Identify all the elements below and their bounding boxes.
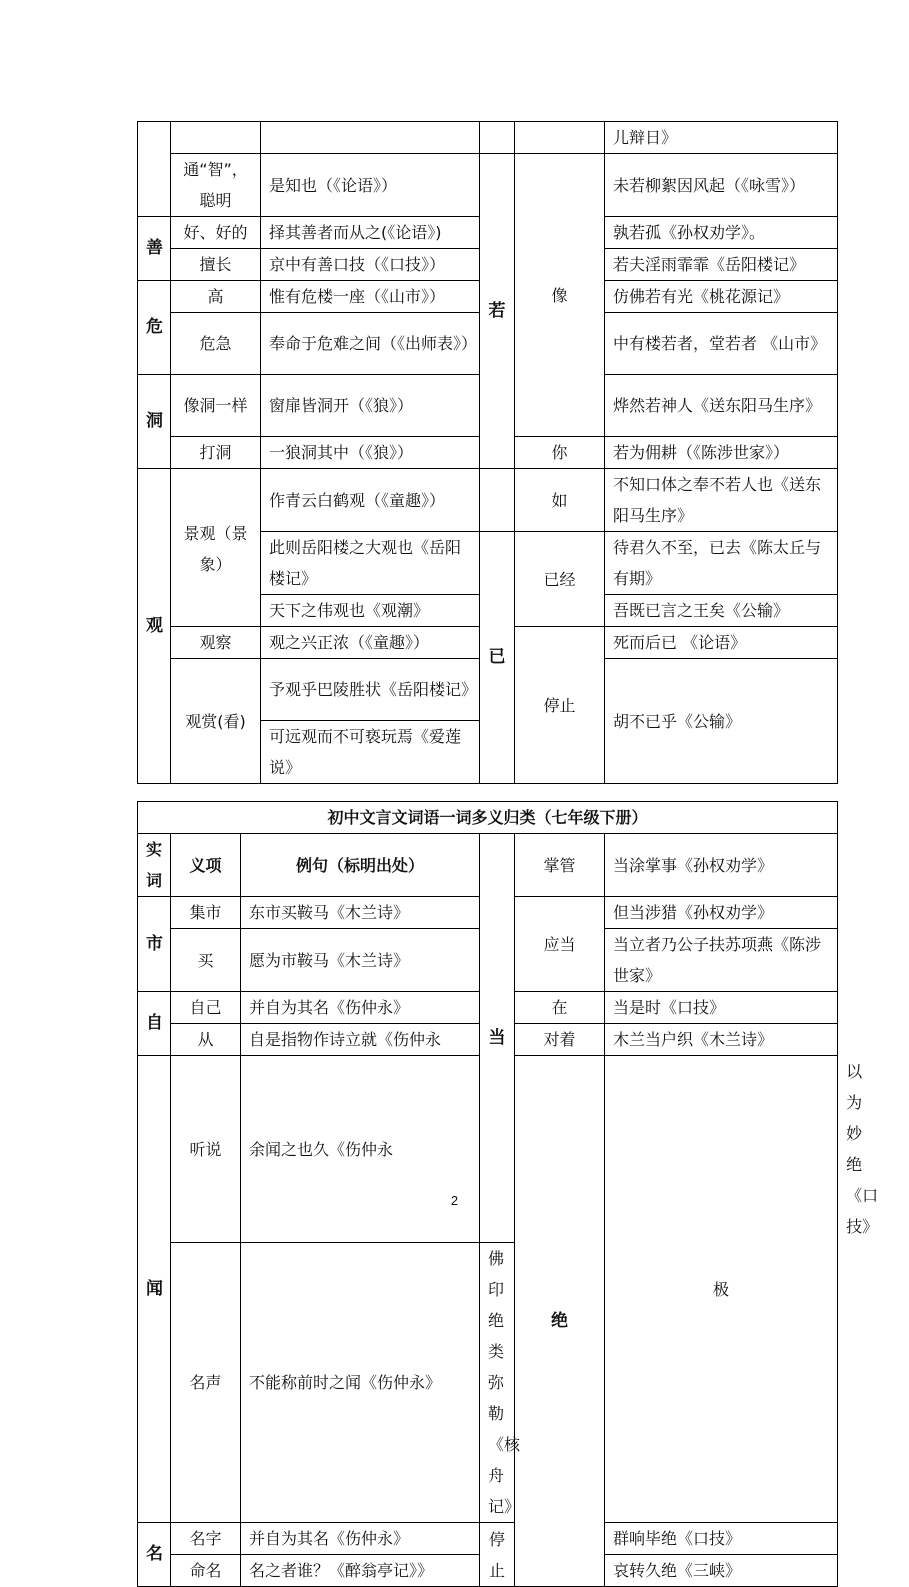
meaning-cell: 高 [171,281,261,313]
word-cell-ruo-end [480,469,515,532]
meaning-cell: 极 [605,1056,838,1523]
example-cell: 木兰当户织《木兰诗》 [605,1024,838,1056]
header-meaning: 义项 [171,834,241,897]
example-cell: 孰若孤《孙权劝学》。 [605,217,838,249]
example-cell: 仿佛若有光《桃花源记》 [605,281,838,313]
example-cell: 作青云白鹤观（《童趣》） [261,469,480,532]
meaning-cell: 自己 [171,992,241,1024]
example-cell: 吾既已言之王矣《公输》 [605,595,838,627]
word-cell-zi: 自 [138,992,171,1056]
meaning-cell-yi-yijing: 已经 [515,532,605,627]
example-cell: 胡不已乎《公输》 [605,659,838,784]
word-cell-zhi [138,122,171,217]
example-cell: 是知也（《论语》） [261,154,480,217]
meaning-cell: 名声 [171,1243,241,1523]
meaning-cell: 名字 [171,1523,241,1555]
word-cell-ruo: 若 [480,154,515,469]
example-cell: 天下之伟观也《观潮》 [261,595,480,627]
word-cell-guan: 观 [138,469,171,784]
meaning-cell-empty [171,122,261,154]
example-cell: 京中有善口技（《口技》） [261,249,480,281]
meaning-cell: 观察 [171,627,261,659]
example-cell: 哀转久绝《三峡》 [605,1555,838,1587]
meaning-cell: 从 [171,1024,241,1056]
polysemy-table-continued [137,121,838,784]
meaning-cell: 停止 [480,1523,515,1587]
example-cell: 不能称前时之闻《伤仲永》 [241,1243,480,1523]
example-cell: 择其善者而从之(《论语》) [261,217,480,249]
page-number: 2 [450,1193,459,1208]
word-cell-yi: 已 [480,532,515,784]
example-cell: 不知口体之奉不若人也《送东阳马生序》 [605,469,838,532]
word-cell-wen: 闻 [138,1056,171,1523]
word-cell-wei: 危 [138,281,171,375]
meaning-cell: 应当 [515,897,605,992]
polysemy-table-grade7-vol2: 初中文言文词语一词多义归类（七年级下册） 实词 义项 例句（标明出处） 当 掌管 当涂掌事《孙权劝学》 市 集市 东市买鞍马《木兰诗》 应当 但当涉猎《孙权劝学》 买 愿为市鞍马《木兰诗》 当立者乃公子扶苏项燕《陈涉世家》 自 自己 并自为其名《伤仲永》 在 当是时《口技》 从 自是指物作诗立就《伤仲永 对着 木兰当户织《木兰诗》 闻 听说 余闻之也久《伤仲永 绝 极 以为妙绝《口技》 名声 不能称前时之闻《伤仲永》 佛印绝类弥勒《核舟记》 名 名字 并自为其名《伤仲永》 停止 群响毕绝《口技》 命名 名之者谁？《醉翁亭记》》 哀转久绝《三峡》 [137,801,838,1587]
example-cell: 惟有危楼一座（《山市》） [261,281,480,313]
example-cell: 当涂掌事《孙权劝学》 [605,834,838,897]
meaning-cell: 观赏(看) [171,659,261,784]
example-cell: 未若柳絮因风起（《咏雪》） [605,154,838,217]
word-cell-dong: 洞 [138,375,171,469]
meaning-cell: 买 [171,929,241,992]
meaning-cell: 命名 [171,1555,241,1587]
meaning-cell: 听说 [171,1056,241,1243]
example-cell: 儿辩日》 [605,122,838,154]
meaning-cell-ruo-ni: 你 [515,437,605,469]
table-title: 初中文言文词语一词多义归类（七年级下册） [138,802,838,834]
word-cell-dang: 当 [480,834,515,1243]
example-cell: 但当涉猎《孙权劝学》 [605,897,838,929]
meaning-cell-empty-right [515,122,605,154]
meaning-cell: 对着 [515,1024,605,1056]
word-cell-ming: 名 [138,1523,171,1587]
example-cell: 愿为市鞍马《木兰诗》 [241,929,480,992]
meaning-cell: 危急 [171,313,261,375]
example-cell: 当立者乃公子扶苏项燕《陈涉世家》 [605,929,838,992]
meaning-cell: 掌管 [515,834,605,897]
example-cell-empty [261,122,480,154]
example-cell: 予观乎巴陵胜状《岳阳楼记》 [261,659,480,721]
example-cell: 窗扉皆洞开（《狼》） [261,375,480,437]
example-cell: 东市买鞍马《木兰诗》 [241,897,480,929]
example-cell: 死而后已 《论语》 [605,627,838,659]
meaning-cell: 在 [515,992,605,1024]
word-cell-jue: 绝 [515,1056,605,1587]
meaning-cell: 景观（景象） [171,469,261,627]
meaning-cell: 好、好的 [171,217,261,249]
example-cell: 余闻之也久《伤仲永 [241,1056,480,1243]
word-cell-shi: 市 [138,897,171,992]
example-cell: 待君久不至，已去《陈太丘与有期》 [605,532,838,595]
example-cell: 若夫淫雨霏霏《岳阳楼记》 [605,249,838,281]
meaning-cell-yi-tingzhi: 停止 [515,627,605,784]
header-example: 例句（标明出处） [241,834,480,897]
meaning-cell: 通“智”，聪明 [171,154,261,217]
meaning-cell-ruo-ru: 如 [515,469,605,532]
meaning-cell: 擅长 [171,249,261,281]
example-cell: 烨然若神人《送东阳马生序》 [605,375,838,437]
example-cell: 观之兴正浓（《童趣》） [261,627,480,659]
example-cell: 中有楼若者，堂若者 《山市》 [605,313,838,375]
example-cell: 当是时《口技》 [605,992,838,1024]
meaning-cell: 集市 [171,897,241,929]
example-cell: 此则岳阳楼之大观也《岳阳楼记》 [261,532,480,595]
example-cell: 若为佣耕（《陈涉世家》） [605,437,838,469]
word-cell-empty [480,122,515,154]
example-cell: 奉命于危难之间（《出师表》） [261,313,480,375]
example-cell: 一狼洞其中（《狼》） [261,437,480,469]
meaning-cell-ruo-xiang: 像 [515,154,605,437]
meaning-cell: 像洞一样 [171,375,261,437]
meaning-cell: 打洞 [171,437,261,469]
example-cell: 佛印绝类弥勒《核舟记》 [480,1243,515,1523]
example-cell: 并自为其名《伤仲永》 [241,992,480,1024]
word-cell-shan: 善 [138,217,171,281]
example-cell: 并自为其名《伤仲永》 [241,1523,480,1555]
example-cell: 可远观而不可亵玩焉《爱莲说》 [261,721,480,784]
example-cell: 群响毕绝《口技》 [605,1523,838,1555]
example-cell: 自是指物作诗立就《伤仲永 [241,1024,480,1056]
example-cell: 名之者谁？《醉翁亭记》》 [241,1555,480,1587]
header-word: 实词 [138,834,171,897]
